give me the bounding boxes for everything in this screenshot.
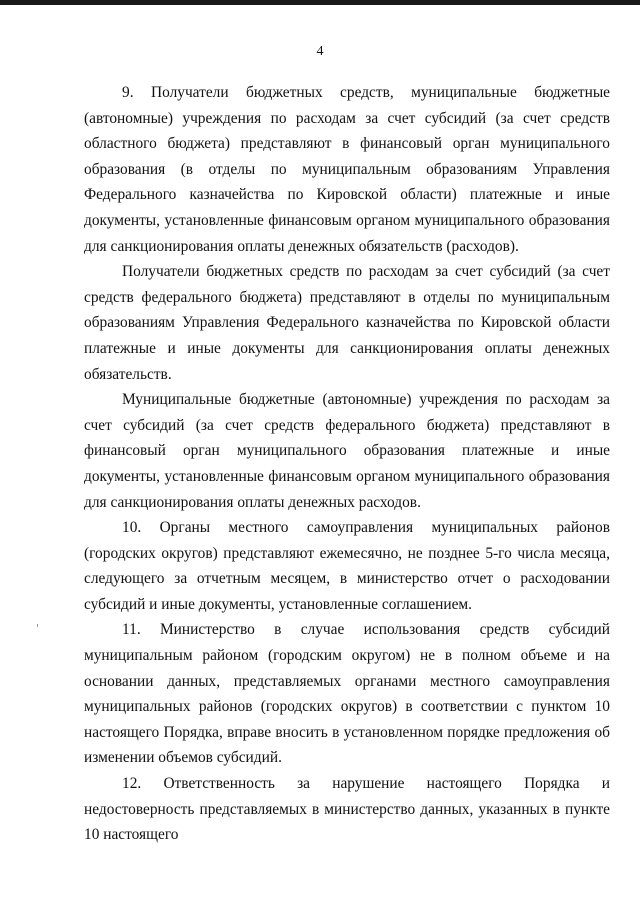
paragraph-11: 11. Министерство в случае использования средств субсидий муниципальным районом (городским округом) не в полном объеме и на основании данных, представляемых органами местного самоуправления муниципальных районов (городских округов) в соответствии с пунктом 10 настоящего Порядка, вправе вносить в установленном порядке предложения об изменении объемов субсидий. — [84, 621, 610, 767]
paragraph-9: 9. Получатели бюджетных средств, муниципальные бюджетные (автономные) учреждения по расходам за счет субсидий (за счет средств областного бюджета) представляют в финансовый орган муниципального образования (в отделы по муниципальным образованиям Управления Федерального казначейства по Кировской области) платежные и иные документы, установленные финансовым органом муниципального образования для санкционирования оплаты денежных обязательств (расходов). — [84, 84, 610, 255]
paragraph-10: 10. Органы местного самоуправления муниципальных районов (городских округов) представляют ежемесячно, не позднее 5-го числа месяца, следующего за отчетным месяцем, в министерство отчет о расходовании субсидий и иные документы, установленные соглашением. — [84, 519, 610, 613]
paragraph-12: 12. Ответственность за нарушение настоящего Порядка и недостоверность представляемых в министерство данных, указанных в пункте 10 настоящего — [84, 775, 610, 844]
top-border-rule — [0, 0, 640, 5]
page-number: 4 — [316, 44, 324, 59]
scan-artifact-mark — [37, 624, 38, 627]
paragraph-9-federal-recipients: Получатели бюджетных средств по расходам за счет субсидий (за счет средств федерального бюджета) представляют в отделы по муниципальным образованиям Управления Федерального казначейства по Кировской области платежные и иные документы для санкционирования оплаты денежных обязательств. — [84, 263, 610, 383]
paragraph-9-municipal-institutions: Муниципальные бюджетные (автономные) учреждения по расходам за счет субсидий (за счет средств федерального бюджета) представляют в финансовый орган муниципального образования платежные и иные документы, установленные финансовым органом муниципального образования для санкционирования оплаты денежных расходов. — [84, 391, 610, 511]
document-body — [84, 80, 610, 848]
